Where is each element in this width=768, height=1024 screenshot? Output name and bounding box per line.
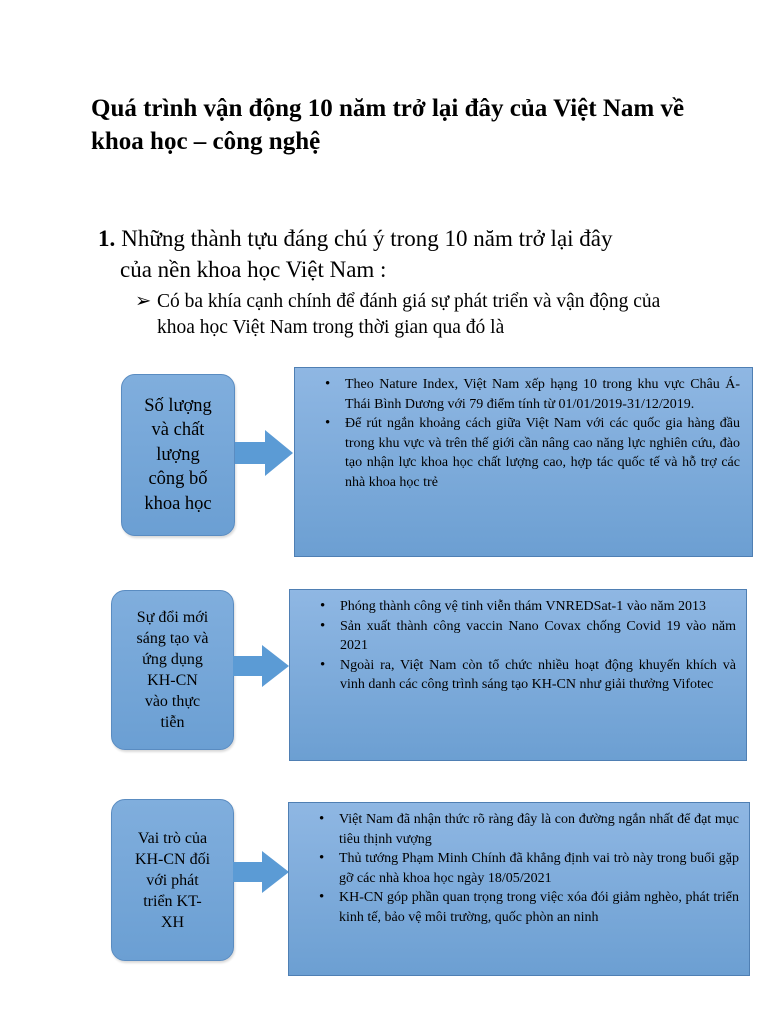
aspect-label-line: KH-CN đối: [134, 850, 211, 868]
aspect-label-line: vào thực: [144, 693, 201, 710]
aspect-label-line: Vai trò của: [137, 829, 208, 847]
aspect-label-box: [111, 590, 234, 750]
right-arrow-icon: [233, 851, 289, 893]
section-heading-line2: của nền khoa học Việt Nam :: [120, 257, 387, 282]
aspect-label-line: Số lượng: [144, 395, 212, 416]
aspect-label-line: sáng tạo và: [136, 630, 209, 647]
details-box: [288, 802, 750, 976]
aspect-label-line: khoa học: [144, 493, 212, 514]
detail-bullet: • Theo Nature Index, Việt Nam xếp hạng 10 trong khu vực Châu Á-Thái Bình Dương với 79 điểm tính từ 01/01/2019-31/12/2019.: [317, 375, 740, 414]
right-arrow-icon: [235, 430, 293, 476]
aspect-label-box: [121, 374, 235, 536]
detail-bullet: • Việt Nam đã nhận thức rõ ràng đây là con đường ngắn nhất để đạt mục tiêu thịnh vượng: [311, 810, 739, 849]
section-heading: [98, 223, 698, 285]
detail-bullet: • Thủ tướng Phạm Minh Chính đã khẳng định vai trò này trong buổi gặp gỡ các nhà khoa học ngày 18/05/2021: [311, 849, 739, 888]
sub-point: [135, 289, 695, 341]
aspect-label-line: KH-CN: [147, 672, 198, 689]
page-title: Quá trình vận động 10 năm trở lại đây của Việt Nam về khoa học – công nghệ: [91, 95, 685, 155]
aspect-label-box: [111, 799, 234, 961]
arrow-bullet-icon: ➢: [135, 291, 152, 312]
aspect-label-line: XH: [160, 913, 185, 931]
detail-bullet: • Ngoài ra, Việt Nam còn tổ chức nhiều hoạt động khuyến khích và vinh danh các công trình sáng tạo KH-CN như giải thưởng Vifotec: [312, 656, 736, 695]
aspect-label-line: Sự đổi mới: [136, 609, 209, 626]
detail-bullet: • Phóng thành công vệ tinh viễn thám VNREDSat-1 vào năm 2013: [312, 597, 736, 617]
aspect-label-line: lượng: [156, 444, 200, 465]
details-box: [289, 589, 747, 761]
aspect-label-line: công bố: [148, 469, 208, 490]
detail-bullet: • KH-CN góp phần quan trọng trong việc xóa đói giảm nghèo, phát triển kinh tế, bảo vệ môi trường, quốc phòn an ninh: [311, 888, 739, 927]
detail-bullet: • Sản xuất thành công vaccin Nano Covax chống Covid 19 vào năm 2021: [312, 617, 736, 656]
section-heading-line1: Những thành tựu đáng chú ý trong 10 năm trở lại đây: [121, 226, 613, 251]
section-number: 1.: [98, 226, 116, 251]
detail-bullet: • Để rút ngắn khoảng cách giữa Việt Nam với các quốc gia hàng đầu trong khu vực và trên thế giới cần nâng cao năng lực nghiên cứu, đào tạo nhận lực khoa học chất lượng cao, hợp tác quốc tế và hỗ trợ các nhà khoa học trẻ: [317, 414, 740, 492]
aspect-label-line: ứng dụng: [142, 651, 203, 668]
right-arrow-icon: [233, 645, 289, 687]
aspect-label-line: và chất: [151, 420, 205, 441]
aspect-label-line: triển KT-: [143, 892, 202, 910]
details-box: [294, 367, 753, 557]
aspect-label-line: với phát: [146, 871, 199, 889]
aspect-label-line: tiễn: [160, 714, 185, 731]
sub-point-text: Có ba khía cạnh chính để đánh giá sự phát triển và vận động của khoa học Việt Nam trong thời gian qua đó là: [157, 291, 661, 338]
